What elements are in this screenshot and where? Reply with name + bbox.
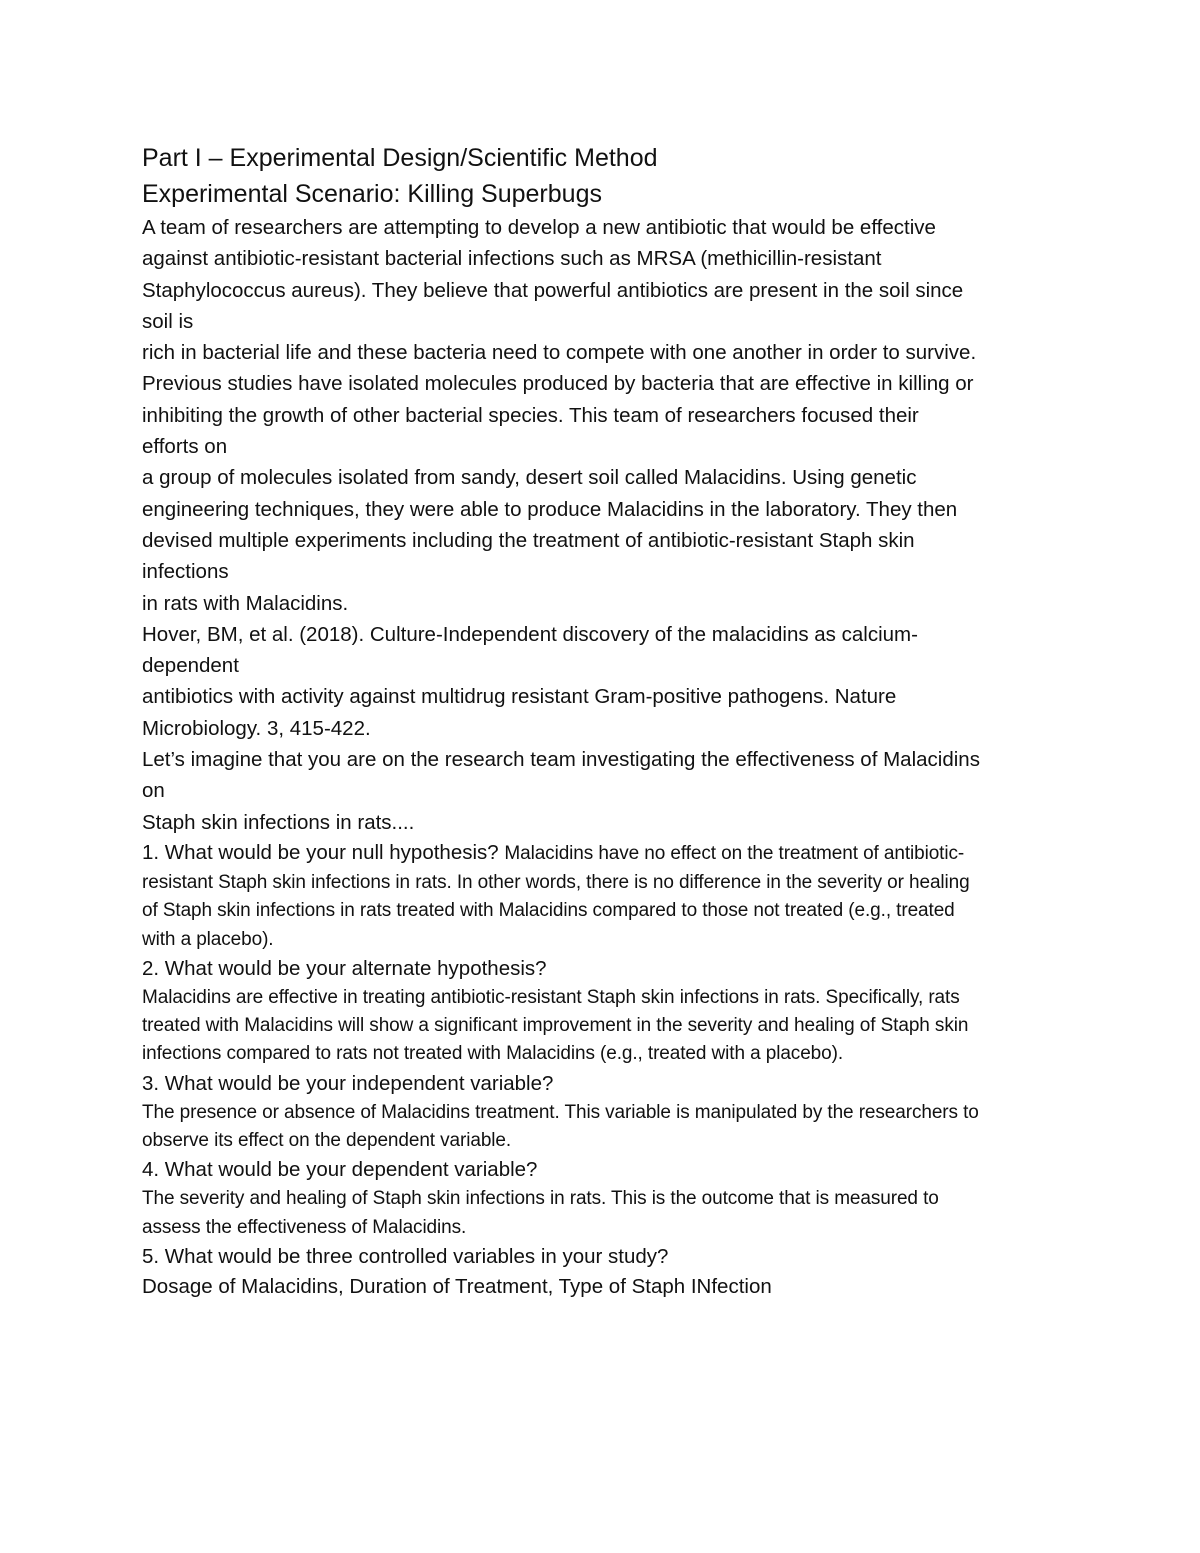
question-1-line [142,838,1062,869]
intro-paragraph [142,212,1062,619]
question-4 [142,1155,1062,1242]
document-content [142,140,1062,1302]
intro-line: A team of researchers are attempting to develop a new antibiotic that would be effective [142,216,936,239]
intro-line: inhibiting the growth of other bacterial species. This team of researchers focused their [142,403,919,427]
question-1 [142,838,1062,954]
answer-line: Malacidins are effective in treating antibiotic-resistant Staph skin infections in rats. Specifically, rats [142,986,960,1008]
question-1-text: 1. What would be your null hypothesis? [142,840,499,864]
intro-line: in rats with Malacidins. [142,591,349,615]
question-2-text: 2. What would be your alternate hypothesis? [142,956,547,980]
answer-line: of Staph skin infections in rats treated with Malacidins compared to those not treated (e.g., treated [142,900,955,922]
question-2 [142,954,1062,1069]
citation [142,619,1062,744]
citation-line: Hover, BM, et al. (2018). Culture-Independent discovery of the malacidins as calcium- [142,622,918,646]
intro-line: efforts on [142,435,228,459]
citation-line: antibiotics with activity against multidrug resistant Gram-positive pathogens. Nature [142,685,897,709]
answer-line: with a placebo). [142,928,274,950]
imagine-line: Staph skin infections in rats.... [142,810,415,834]
question-5 [142,1242,1062,1302]
intro-line: against antibiotic-resistant bacterial infections such as MRSA (methicillin-resistant [142,247,882,271]
answer-line: resistant Staph skin infections in rats. In other words, there is no difference in the severity or healing [142,871,970,893]
imagine-line: Let’s imagine that you are on the research team investigating the effectiveness of Malacidins [142,748,980,772]
question-3 [142,1069,1062,1156]
answer-line: assess the effectiveness of Malacidins. [142,1216,467,1238]
intro-line: engineering techniques, they were able to produce Malacidins in the laboratory. They then [142,497,958,521]
question-3-text: 3. What would be your independent variable? [142,1071,554,1095]
intro-line: Previous studies have isolated molecules produced by bacteria that are effective in killing or [142,372,974,396]
title-part: Part I – Experimental Design/Scientific Method [142,144,658,172]
intro-line: devised multiple experiments including the treatment of antibiotic-resistant Staph skin [142,528,915,552]
intro-line: soil is [142,309,194,333]
answer-line: The severity and healing of Staph skin infections in rats. This is the outcome that is measured to [142,1188,939,1210]
answer-line: observe its effect on the dependent variable. [142,1130,512,1152]
intro-line: Staphylococcus aureus). They believe that powerful antibiotics are present in the soil since [142,278,964,302]
imagine-line: on [142,779,165,803]
intro-line: a group of molecules isolated from sandy, desert soil called Malacidins. Using genetic [142,466,917,490]
citation-line: Microbiology. 3, 415-422. [142,716,371,740]
citation-line: dependent [142,654,239,678]
answer-5: Dosage of Malacidins, Duration of Treatment, Type of Staph INfection [142,1274,772,1298]
question-5-text: 5. What would be three controlled variables in your study? [142,1244,669,1268]
answer-line: treated with Malacidins will show a significant improvement in the severity and healing of Staph skin [142,1015,969,1037]
intro-line: rich in bacterial life and these bacteria need to compete with one another in order to survive. [142,341,977,365]
intro-line: infections [142,560,229,584]
imagine-paragraph [142,744,1062,838]
answer-line: infections compared to rats not treated with Malacidins (e.g., treated with a placebo). [142,1043,843,1065]
answer-line: The presence or absence of Malacidins treatment. This variable is manipulated by the researchers to [142,1101,979,1123]
answer-1-first: Malacidins have no effect on the treatment of antibiotic- [504,842,965,864]
question-4-text: 4. What would be your dependent variable? [142,1158,538,1182]
title-scenario: Experimental Scenario: Killing Superbugs [142,180,602,208]
